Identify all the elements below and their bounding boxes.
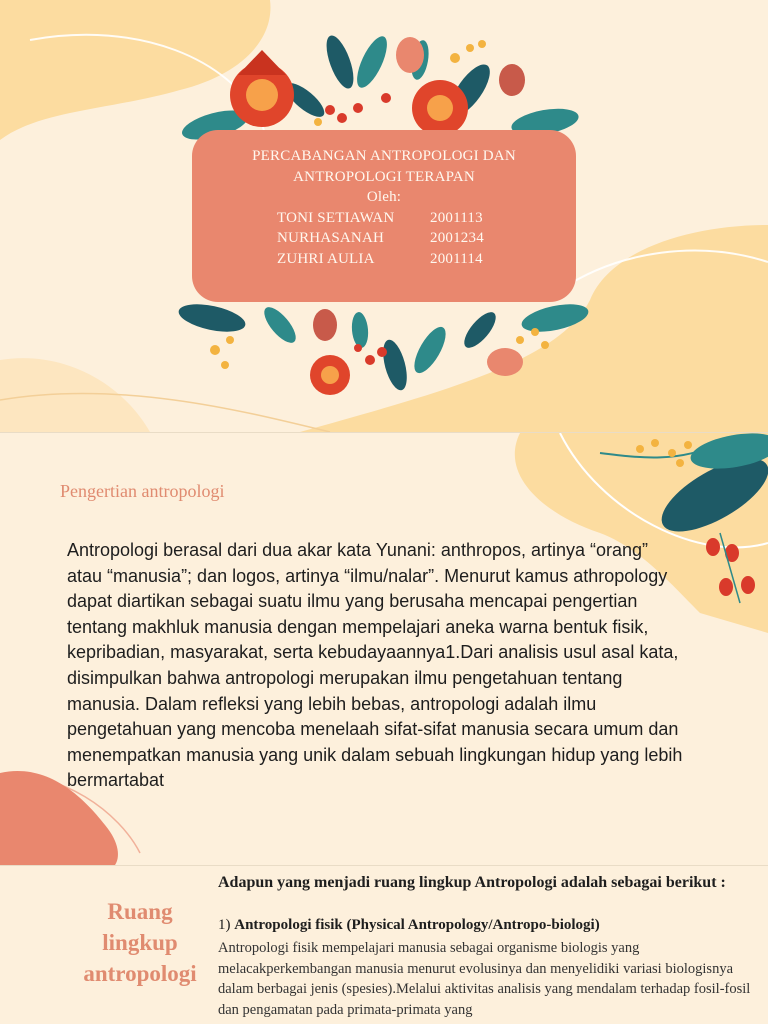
flower-center [246, 79, 278, 111]
member-row [192, 228, 576, 249]
flower-small [684, 441, 692, 449]
berry [706, 538, 720, 556]
berry [354, 344, 362, 352]
leaf [259, 302, 301, 347]
section-heading: Pengertian antropologi [60, 481, 225, 501]
definition-paragraph: Antropologi berasal dari dua akar kata Yunani: anthropos, artinya “orang” atau “manusia”; dan logos, artinya “ilmu/nalar”. Menurut kamus athropology dapat diartikan sebagai suatu ilmu yang berusaha mencapai pengertian tentang makhluk manusia dengan mempelajari aneka warna bentuk fisik, kepribadian, masyarakat, serta kebudayaannya1.Dari analisis usul asal kata, disimpulkan bahwa antropologi merupakan ilmu pengetahuan tentang manusia. Dalam refleksi yang lebih bebas, antropologi adalah ilmu pengetahuan yang mencoba menelaah sifat-sifat manusia secara umum dan menempatkan manusia yang unik dalam sebuah lingkungan hidup yang lebih bermartabat [67, 540, 683, 791]
flower-center [427, 95, 453, 121]
flower-small [466, 44, 474, 52]
leaf [350, 311, 369, 348]
slide-scope [0, 866, 768, 1024]
flower-small [516, 336, 524, 344]
leaf [176, 299, 248, 337]
flower-bud [487, 348, 523, 376]
flower-bud [313, 309, 337, 341]
side-title-line: lingkup [102, 930, 178, 955]
flower-small [541, 341, 549, 349]
berry [381, 93, 391, 103]
berry [377, 347, 387, 357]
flower-small [226, 336, 234, 344]
item-number: 1) [218, 917, 231, 933]
flower-small [478, 40, 486, 48]
side-title-line: Ruang [107, 899, 173, 924]
side-title [70, 896, 210, 989]
leaf [321, 32, 359, 91]
member-nim: 2001234 [430, 230, 484, 246]
flower-bud [499, 64, 525, 96]
berry [337, 113, 347, 123]
leaf [351, 32, 393, 91]
item-title: Antropologi fisik (Physical Antropology/Antropo-biologi) [234, 917, 600, 933]
flower-small [450, 53, 460, 63]
scope-intro: Adapun yang menjadi ruang lingkup Antropologi adalah sebagai berikut : [218, 874, 726, 891]
flower-bud [396, 37, 424, 73]
by-label: Oleh: [366, 189, 402, 205]
member-nim: 2001114 [430, 250, 483, 267]
scope-item-text: Antropologi fisik mempelajari manusia sebagai organisme biologis yang melacakperkembangan manusia menurut evolusinya dan menyelidiki variasi biologisnya dalam berbagai jenis (spesies).Melalui aktivitas analisis yang mendalam terhadap fosil-fosil dan pengamatan pada primata-primata yang [218, 940, 751, 1018]
berry [719, 578, 733, 596]
flower-center [321, 366, 339, 384]
flower-small [676, 459, 684, 467]
leaf [379, 337, 412, 392]
flower-small [221, 361, 229, 369]
member-row [192, 249, 576, 270]
flower-small [314, 118, 322, 126]
slide-title [0, 0, 768, 432]
title-line-2: ANTROPOLOGI TERAPAN [293, 168, 475, 185]
berry [741, 576, 755, 594]
berry [365, 355, 375, 365]
member-name: NURHASANAH [277, 230, 385, 246]
member-row [192, 208, 576, 229]
leaf [459, 307, 501, 352]
flower-small [651, 439, 659, 447]
side-title-line: antropologi [83, 961, 197, 986]
berry [325, 105, 335, 115]
leaf [408, 322, 451, 377]
member-name: TONI SETIAWAN [277, 209, 395, 226]
scope-item-heading [218, 917, 600, 934]
member-nim: 2001113 [430, 209, 483, 226]
flower-small [210, 345, 220, 355]
flower-small [636, 445, 644, 453]
berry [353, 103, 363, 113]
slide-definition [0, 433, 768, 865]
flower-small [531, 328, 539, 336]
title-card [192, 130, 576, 302]
member-name: ZUHRI AULIA [277, 250, 375, 267]
flower-small [668, 449, 676, 457]
title-line-1: PERCABANGAN ANTROPOLOGI DAN [252, 148, 516, 164]
